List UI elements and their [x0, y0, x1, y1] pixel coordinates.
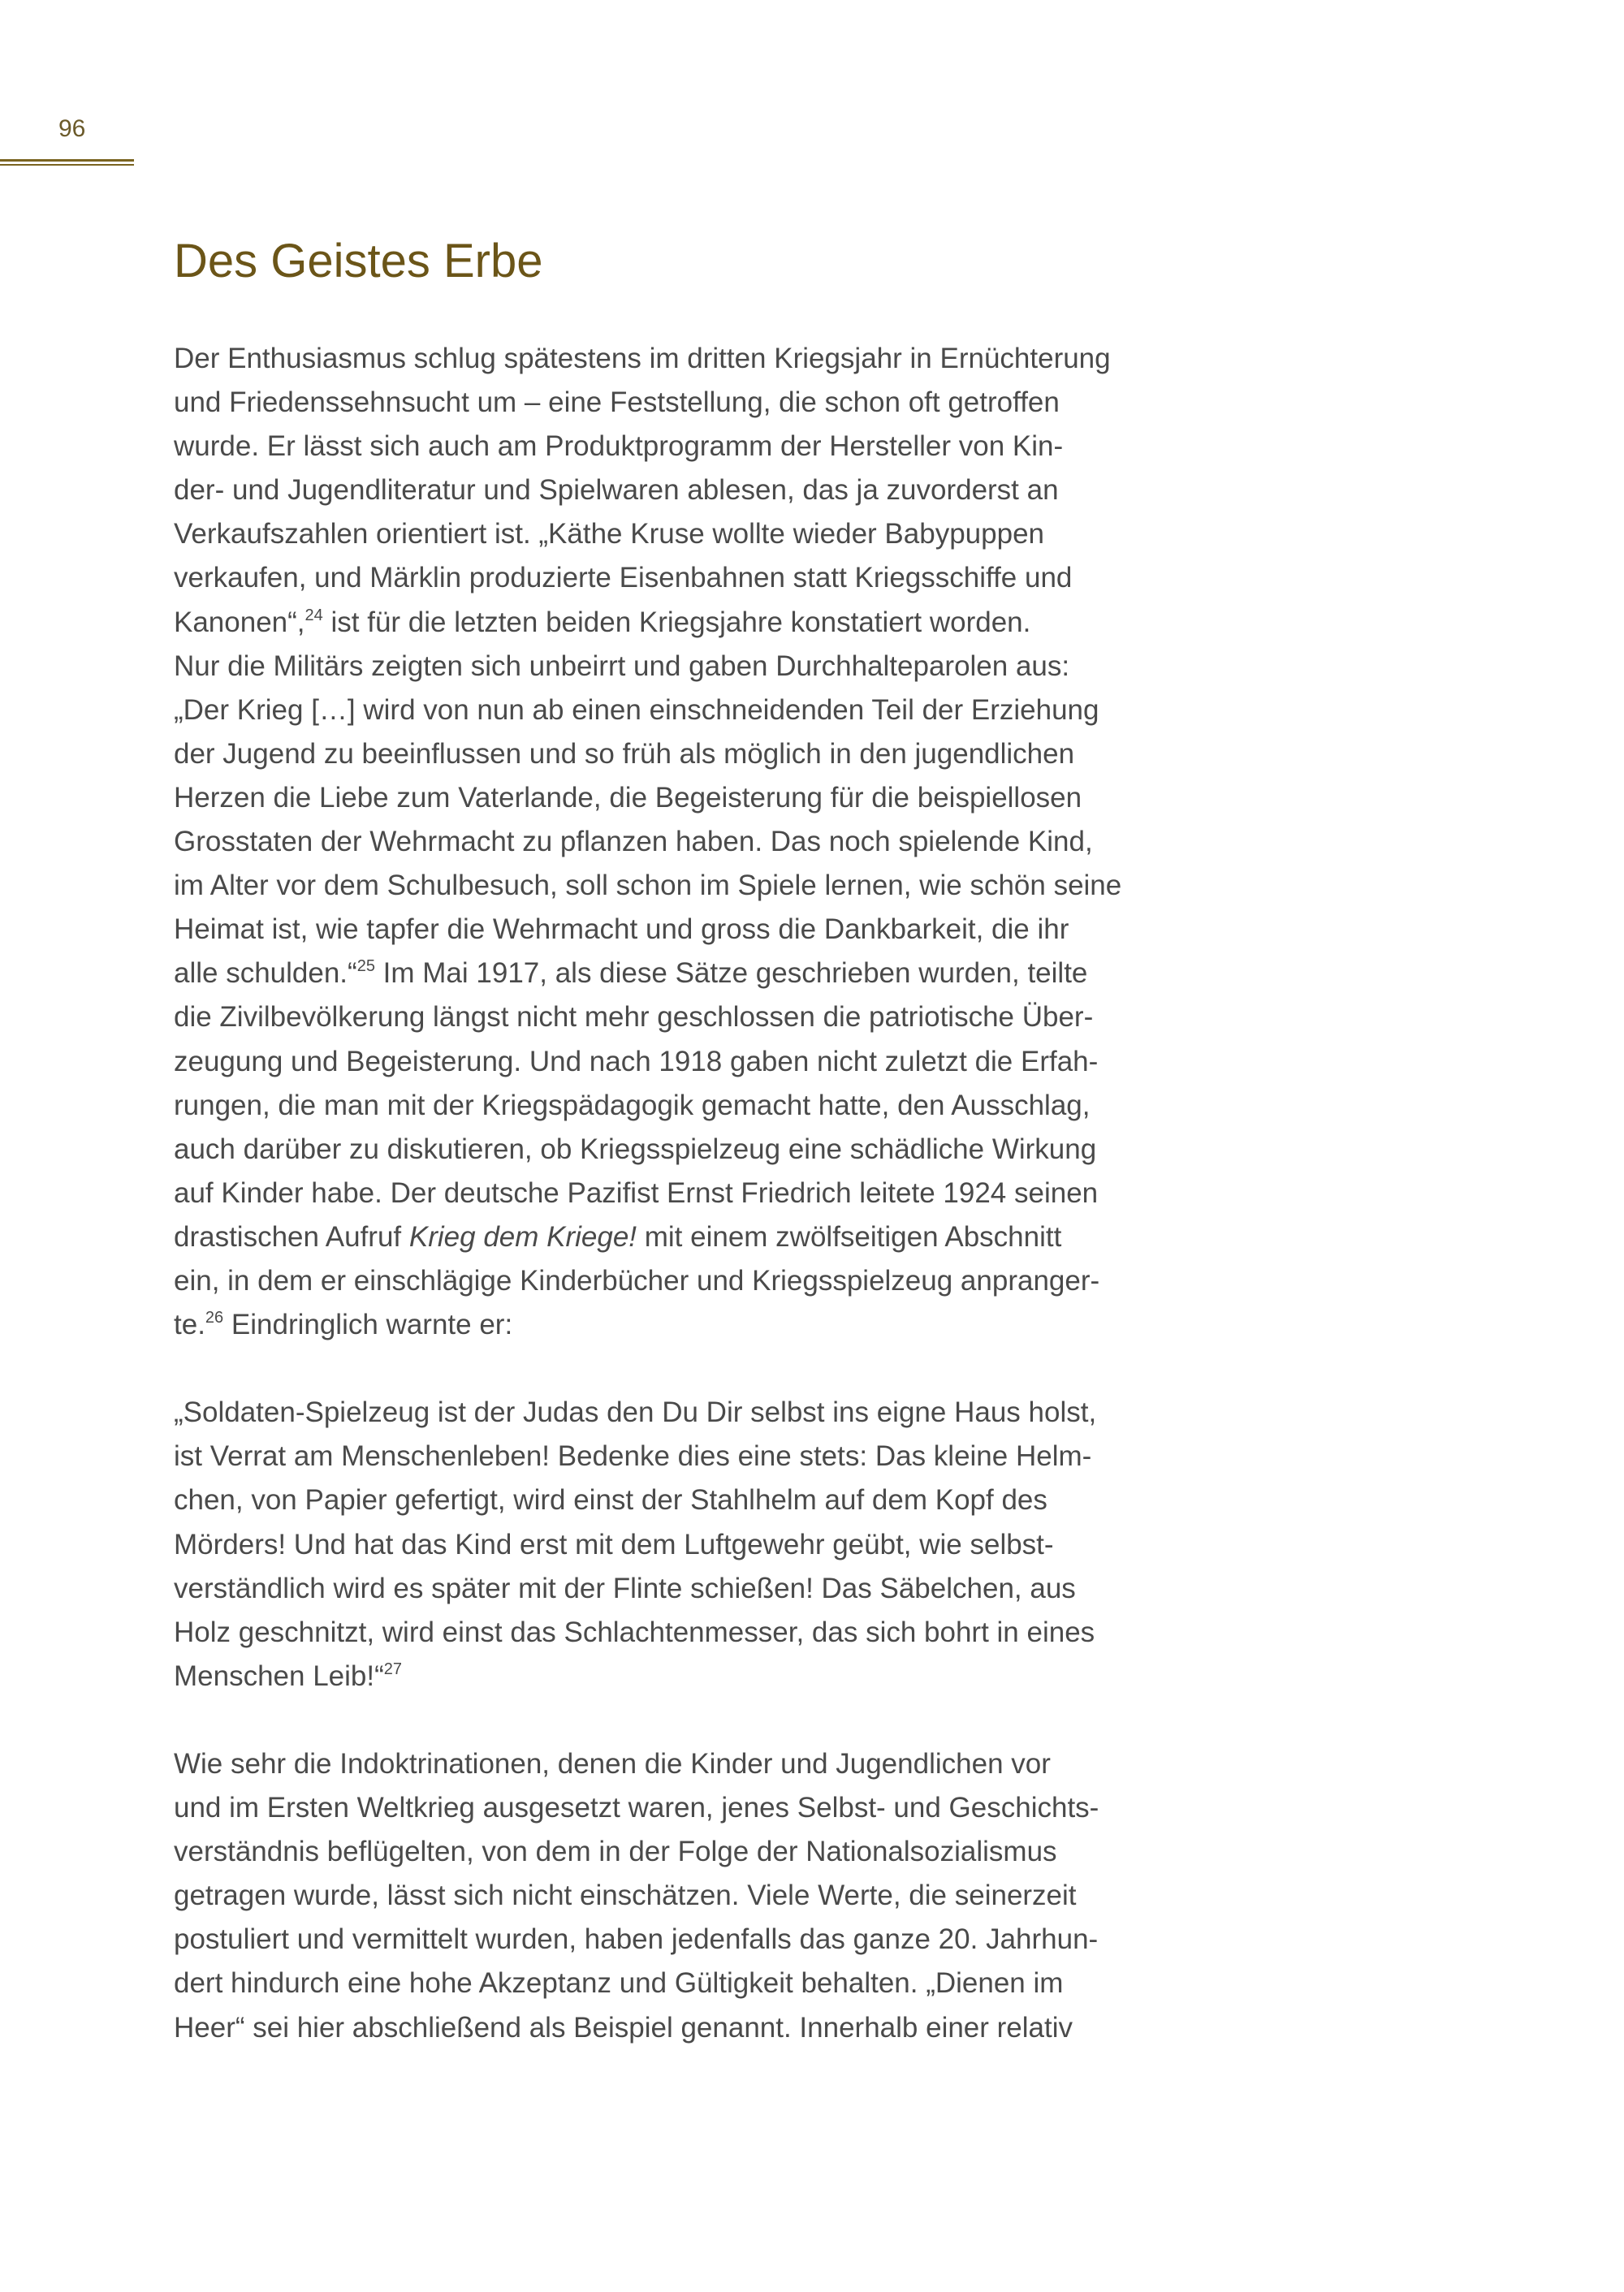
text-line [174, 337, 1311, 381]
text-line [174, 1215, 1311, 1259]
text-span: ein, in dem er einschlägige Kinderbücher und Kriegsspielzeug anpranger- [174, 1264, 1100, 1297]
text-span: chen, von Papier gefertigt, wird einst der Stahlhelm auf dem Kopf des [174, 1484, 1047, 1517]
text-span: „Soldaten-Spielzeug ist der Judas den Du Dir selbst ins eigne Haus holst, [174, 1396, 1097, 1429]
text-span: getragen wurde, lässt sich nicht einschätzen. Viele Werte, die seinerzeit [174, 1880, 1077, 1912]
text-span: Im Mai 1917, als diese Sätze geschrieben wurden, teilte [374, 957, 1088, 990]
text-span: Heer“ sei hier abschließend als Beispiel genannt. Innerhalb einer relativ [174, 2011, 1073, 2044]
text-span: „Der Krieg […] wird von nun ab einen einschneidenden Teil der Erziehung [174, 693, 1099, 726]
text-line [174, 952, 1311, 995]
text-line [174, 776, 1311, 820]
text-line [174, 1874, 1311, 1918]
text-span: Menschen Leib!“ [174, 1660, 384, 1692]
text-span: die Zivilbevölkerung längst nicht mehr geschlossen die patriotische Über- [174, 1001, 1094, 1034]
text-span: Kanonen“, [174, 606, 305, 638]
paragraph-gap [174, 1347, 1311, 1391]
text-span: Grosstaten der Wehrmacht zu pflanzen haben. Das noch spielende Kind, [174, 826, 1093, 858]
text-line [174, 1786, 1311, 1830]
footnote-ref: 24 [304, 606, 323, 624]
text-span: postuliert und vermittelt wurden, haben jedenfalls das ganze 20. Jahrhun- [174, 1923, 1099, 1956]
text-span: der- und Jugendliteratur und Spielwaren ablesen, das ja zuvorderst an [174, 474, 1059, 507]
text-span: mit einem zwölfseitigen Abschnitt [637, 1220, 1062, 1253]
text-line [174, 1478, 1311, 1522]
text-span: verständnis beflügelten, von dem in der Folge der Nationalsozialismus [174, 1836, 1057, 1868]
text-span: verkaufen, und Märklin produzierte Eisenbahnen statt Kriegsschiffe und [174, 562, 1073, 594]
footnote-ref: 26 [205, 1309, 224, 1327]
text-line [174, 1742, 1311, 1786]
text-span: rungen, die man mit der Kriegspädagogik gemacht hatte, den Ausschlag, [174, 1089, 1091, 1121]
text-span: Heimat ist, wie tapfer die Wehrmacht und gross die Dankbarkeit, die ihr [174, 913, 1069, 946]
text-line [174, 1611, 1311, 1655]
text-line [174, 1391, 1311, 1435]
text-span: ist Verrat am Menschenleben! Bedenke dies eine stets: Das kleine Helm- [174, 1440, 1092, 1473]
text-line [174, 732, 1311, 776]
text-span: dert hindurch eine hohe Akzeptanz und Gültigkeit behalten. „Dienen im [174, 1967, 1064, 2000]
text-line [174, 1172, 1311, 1215]
text-line [174, 601, 1311, 645]
text-line [174, 1084, 1311, 1128]
text-line [174, 556, 1311, 600]
footnote-ref: 27 [383, 1660, 403, 1678]
header-rule-secondary [0, 164, 134, 166]
text-line [174, 1259, 1311, 1303]
text-span: verständlich wird es später mit der Flinte schießen! Das Säbelchen, aus [174, 1572, 1076, 1604]
text-span: drastischen Aufruf [174, 1220, 409, 1253]
text-line [174, 425, 1311, 468]
text-span: Wie sehr die Indoktrinationen, denen die Kinder und Jugendlichen vor [174, 1748, 1051, 1780]
chapter-title: Des Geistes Erbe [174, 235, 543, 287]
text-span: und im Ersten Weltkrieg ausgesetzt waren, jenes Selbst- und Geschichts- [174, 1792, 1099, 1824]
text-line [174, 645, 1311, 688]
text-line [174, 1918, 1311, 1962]
text-line [174, 1435, 1311, 1478]
text-line [174, 1567, 1311, 1611]
footnote-ref: 25 [356, 957, 375, 976]
text-span: Der Enthusiasmus schlug spätestens im dritten Kriegsjahr in Ernüchterung [174, 343, 1111, 374]
text-line [174, 1128, 1311, 1172]
text-line [174, 1523, 1311, 1567]
text-span: alle schulden.“ [174, 957, 357, 990]
text-span: der Jugend zu beeinflussen und so früh als möglich in den jugendlichen [174, 737, 1075, 770]
text-span: Eindringlich warnte er: [223, 1309, 513, 1341]
text-line [174, 1040, 1311, 1084]
paragraph-gap [174, 1698, 1311, 1742]
text-line [174, 381, 1311, 425]
text-line [174, 1830, 1311, 1874]
text-line [174, 995, 1311, 1039]
text-line [174, 1655, 1311, 1698]
page-number: 96 [58, 115, 86, 142]
text-span: ist für die letzten beiden Kriegsjahre konstatiert worden. [322, 606, 1031, 638]
text-span: Nur die Militärs zeigten sich unbeirrt und gaben Durchhalteparolen aus: [174, 650, 1070, 682]
text-line [174, 2006, 1311, 2050]
text-line [174, 468, 1311, 512]
text-span: Verkaufszahlen orientiert ist. „Käthe Kruse wollte wieder Babypuppen [174, 518, 1044, 550]
text-line [174, 512, 1311, 556]
text-line [174, 820, 1311, 864]
text-span: zeugung und Begeisterung. Und nach 1918 gaben nicht zuletzt die Erfah- [174, 1045, 1099, 1077]
text-span: auch darüber zu diskutieren, ob Kriegsspielzeug eine schädliche Wirkung [174, 1133, 1097, 1165]
text-line [174, 1303, 1311, 1347]
body-text [174, 337, 1311, 2050]
text-span: Holz geschnitzt, wird einst das Schlachtenmesser, das sich bohrt in eines [174, 1616, 1095, 1648]
text-line [174, 688, 1311, 732]
text-span: auf Kinder habe. Der deutsche Pazifist Ernst Friedrich leitete 1924 seinen [174, 1176, 1099, 1209]
text-span: Herzen die Liebe zum Vaterlande, die Begeisterung für die beispiellosen [174, 781, 1082, 814]
text-span: te. [174, 1309, 205, 1341]
text-line [174, 864, 1311, 908]
text-span: im Alter vor dem Schulbesuch, soll schon im Spiele lernen, wie schön seine [174, 870, 1122, 902]
text-span: wurde. Er lässt sich auch am Produktprogramm der Hersteller von Kin- [174, 430, 1064, 463]
text-line [174, 908, 1311, 952]
italic-title: Krieg dem Kriege! [408, 1220, 637, 1253]
header-rule [0, 159, 134, 162]
text-line [174, 1962, 1311, 2005]
text-span: Mörders! Und hat das Kind erst mit dem Luftgewehr geübt, wie selbst- [174, 1528, 1054, 1560]
text-span: und Friedenssehnsucht um – eine Feststellung, die schon oft getroffen [174, 386, 1060, 419]
